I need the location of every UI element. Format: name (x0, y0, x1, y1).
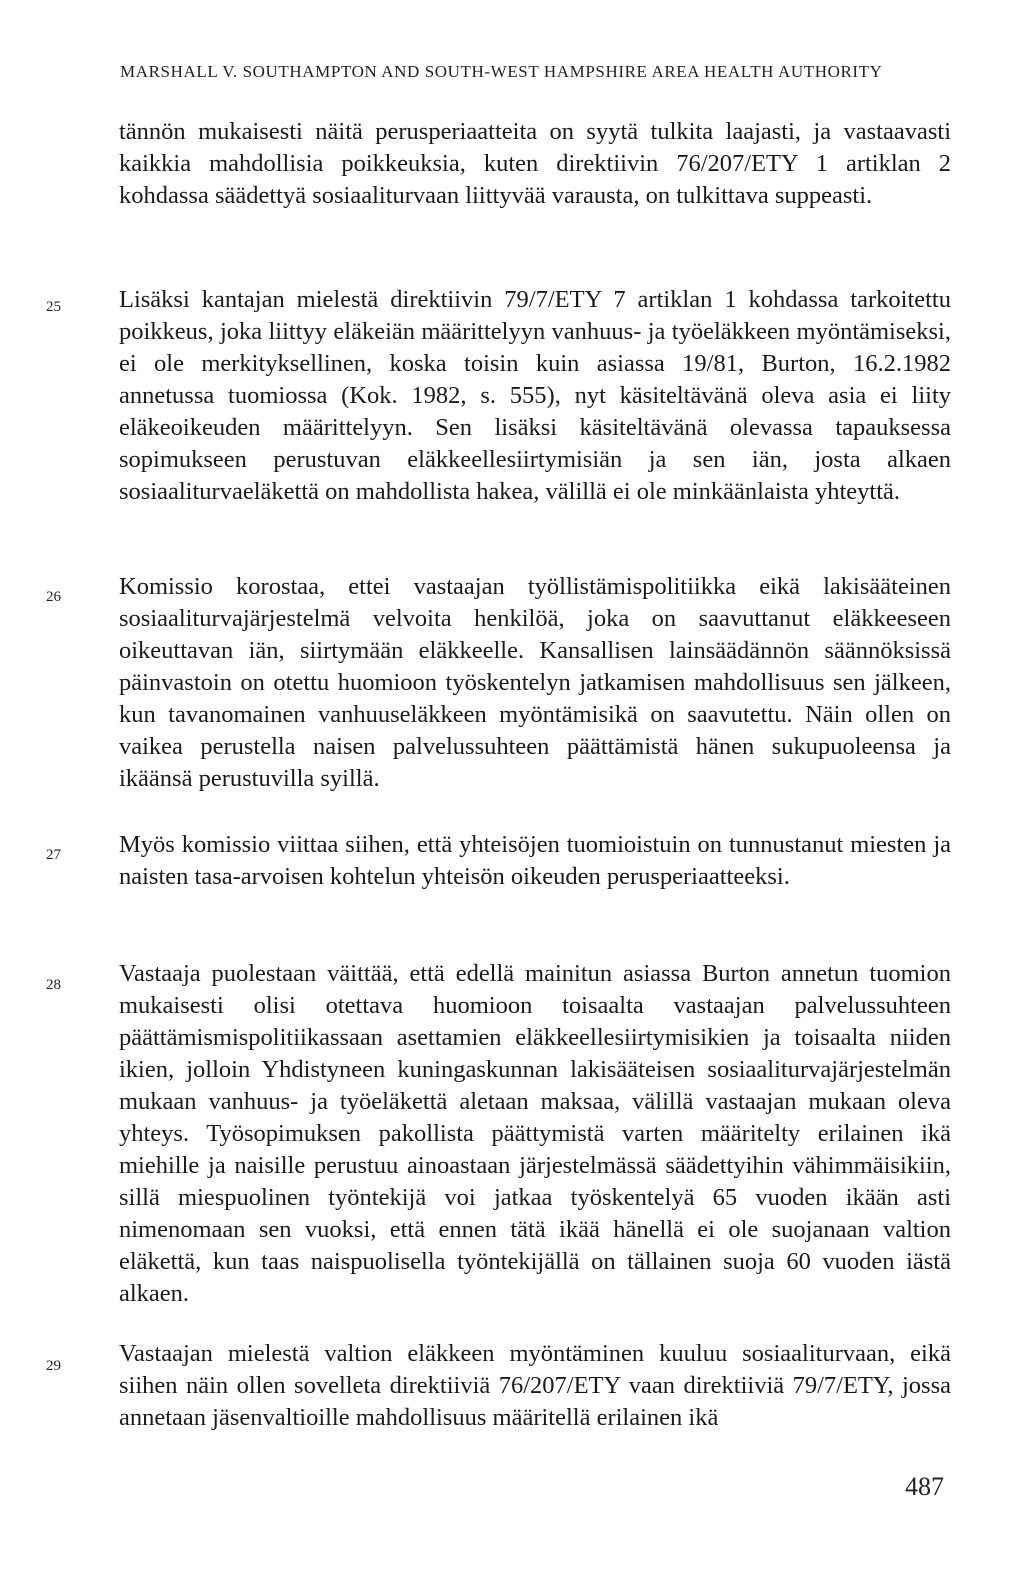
paragraph-number-27: 27 (46, 847, 61, 863)
paragraph-number-29: 29 (46, 1358, 61, 1374)
paragraph-27: Myös komissio viittaa siihen, että yhteisöjen tuomioistuin on tunnustanut miesten ja naisten tasa-arvoisen kohtelun yhteisön oikeuden perusperiaatteeksi. (119, 831, 951, 890)
paragraph-number-26: 26 (46, 589, 61, 605)
running-head: MARSHALL V. SOUTHAMPTON AND SOUTH-WEST HAMPSHIRE AREA HEALTH AUTHORITY (120, 62, 883, 81)
paragraph-28: Vastaaja puolestaan väittää, että edellä mainitun asiassa Burton annetun tuomion mukaisesti olisi otettava huomioon toisaalta vastaajan palvelussuhteen päättämismispolitiikassaan asettamien eläkkeellesiirtymisikien ja toisaalta niiden ikien, jolloin Yhdistyneen kuningaskunnan lakisääteisen sosiaaliturvajärjestelmän mukaan vanhuus- ja työeläkettä aletaan maksaa, välillä vastaajan mukaan oleva yhteys. Työsopimuksen pakollista päättymistä varten määritelty erilainen ikä miehille ja naisille perustuu ainoastaan järjestelmässä säädettyihin vähimmäisikiin, sillä miespuolinen työntekijä voi jatkaa työskentelyä 65 vuoden ikään asti nimenomaan sen vuoksi, että ennen tätä ikää hänellä ei ole suojanaan valtion eläkettä, kun taas naispuolisella työntekijällä on tällainen suoja 60 vuoden iästä alkaen. (119, 960, 951, 1307)
paragraph-26: Komissio korostaa, ettei vastaajan työllistämispolitiikka eikä lakisääteinen sosiaaliturvajärjestelmä velvoita henkilöä, joka on saavuttanut eläkkeeseen oikeuttavan iän, siirtymään eläkkeelle. Kansallisen lainsäädännön säännöksissä päinvastoin on otettu huomioon työskentelyn jatkamisen mahdollisuus sen jälkeen, kun tavanomainen vanhuuseläkkeen myöntämisikä on saavutettu. Näin ollen on vaikea perustella naisen palvelussuhteen päättämistä hänen sukupuoleensa ja ikäänsä perustuvilla syillä. (119, 573, 951, 792)
paragraph-25: Lisäksi kantajan mielestä direktiivin 79/7/ETY 7 artiklan 1 kohdassa tarkoitettu poikkeus, joka liittyy eläkeiän määrittelyyn vanhuus- ja työeläkkeen myöntämiseksi, ei ole merkityksellinen, koska toisin kuin asiassa 19/81, Burton, 16.2.1982 annetussa tuomiossa (Kok. 1982, s. 555), nyt käsiteltävänä oleva asia ei liity eläkeoikeuden määrittelyyn. Sen lisäksi käsiteltävänä olevassa tapauksessa sopimukseen perustuvan eläkkeellesiirtymisiän ja sen iän, josta alkaen sosiaaliturvaeläkettä on mahdollista hakea, välillä ei ole minkäänlaista yhteyttä. (119, 286, 951, 505)
paragraph-number-25: 25 (46, 299, 61, 315)
intro-paragraph: tännön mukaisesti näitä perusperiaatteita on syytä tulkita laajasti, ja vastaavasti kaikkia mahdollisia poikkeuksia, kuten direktiivin 76/207/ETY 1 artiklan 2 kohdassa säädettyä sosiaaliturvaan liittyvää varausta, on tulkittava suppeasti. (119, 118, 951, 209)
page-number: 487 (905, 1472, 944, 1501)
paragraph-29: Vastaajan mielestä valtion eläkkeen myöntäminen kuuluu sosiaaliturvaan, eikä siihen näin ollen sovelleta direktiiviä 76/207/ETY vaan direktiiviä 79/7/ETY, jossa annetaan jäsenvaltioille mahdollisuus määritellä erilainen ikä (119, 1340, 951, 1431)
paragraph-number-28: 28 (46, 977, 61, 993)
